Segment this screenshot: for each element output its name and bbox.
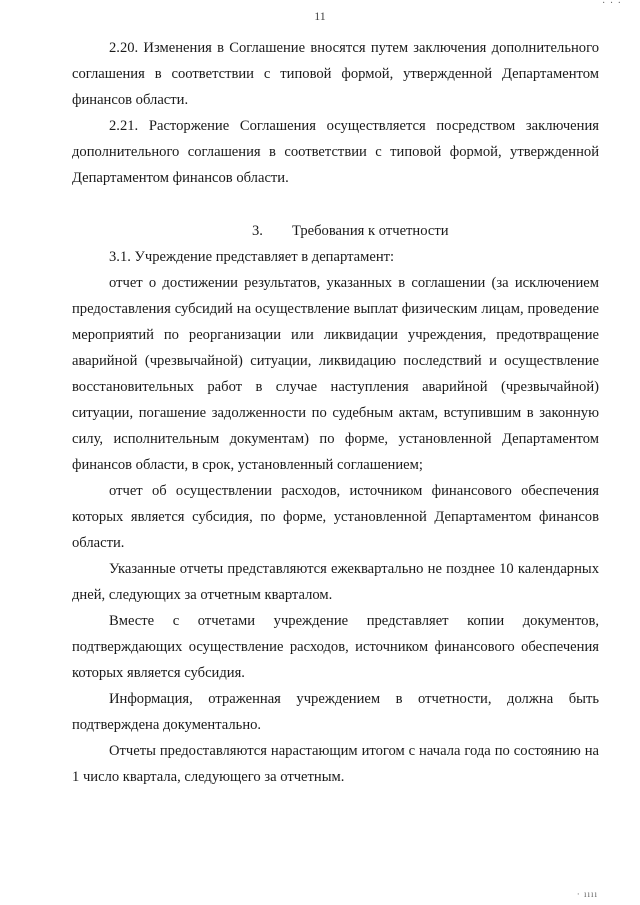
paragraph-cumulative: Отчеты предоставляются нарастающим итогом с начала года по состоянию на 1 число квартала, следующего за отчетным. bbox=[72, 743, 599, 785]
section-title: Требования к отчетности bbox=[292, 223, 449, 239]
paragraph-2-21: 2.21. Расторжение Соглашения осуществляется посредством заключения дополнительного соглашения в соответствии с типовой формой, утвержденной Департаментом финансов области. bbox=[72, 118, 599, 186]
document-body bbox=[72, 35, 599, 790]
paragraph-2-20: 2.20. Изменения в Соглашение вносятся путем заключения дополнительного соглашения в соответствии с типовой формой, утвержденной Департаментом финансов области. bbox=[72, 40, 599, 108]
paragraph-quarterly: Указанные отчеты представляются ежеквартально не позднее 10 календарных дней, следующих за отчетным кварталом. bbox=[72, 561, 599, 603]
paragraph-report-results: отчет о достижении результатов, указанных в соглашении (за исключением предоставления субсидий на осуществление выплат физическим лицам, проведение мероприятий по реорганизации или ликвидации учреждения, предотвращение аварийной (чрезвычайной) ситуации, ликвидацию последствий и осуществление восстановительных работ в случае наступления аварийной (чрезвычайной) ситуации, погашение задолженности по судебным актам, вступившим в законную силу, исполнительным документам) по форме, установленной Департаментом финансов области, в срок, установленный соглашением; bbox=[72, 275, 599, 473]
paragraph-info: Информация, отраженная учреждением в отчетности, должна быть подтверждена документально. bbox=[72, 691, 599, 733]
corner-mark-bottom: · ıııı bbox=[576, 889, 598, 899]
corner-mark-top: · · · bbox=[602, 0, 622, 9]
section-heading bbox=[72, 218, 599, 244]
paragraph-copies: Вместе с отчетами учреждение представляет копии документов, подтверждающих осуществление расходов, источником финансового обеспечения которых является субсидия. bbox=[72, 613, 599, 681]
paragraph-3-1: 3.1. Учреждение представляет в департамент: bbox=[109, 249, 395, 265]
section-number: 3. bbox=[252, 223, 263, 239]
page-number: 11 bbox=[314, 9, 326, 23]
paragraph-report-expenses: отчет об осуществлении расходов, источником финансового обеспечения которых является субсидия, по форме, установленной Департаментом финансов области. bbox=[72, 483, 599, 551]
